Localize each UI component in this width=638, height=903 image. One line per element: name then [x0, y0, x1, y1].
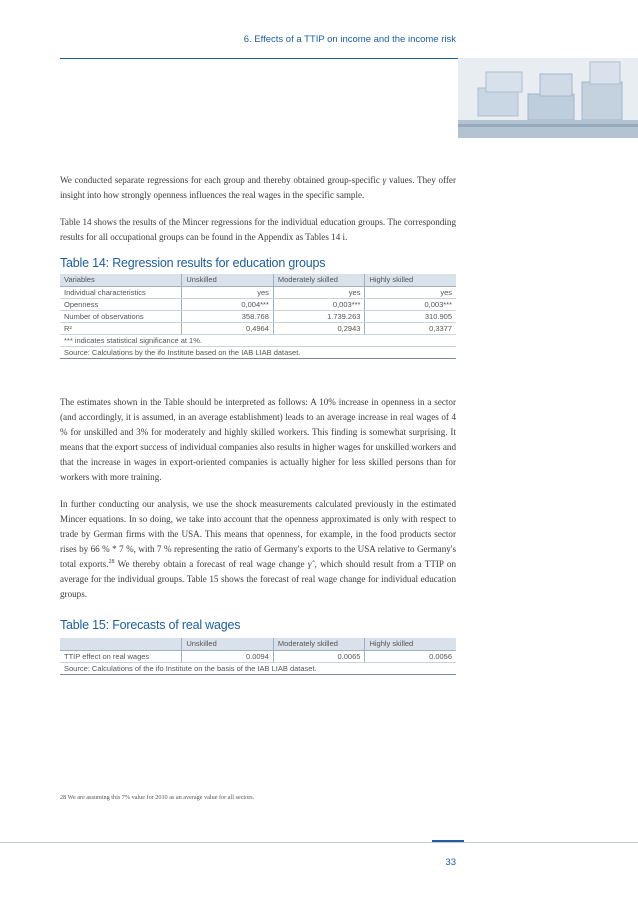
table-15-title: Table 15: Forecasts of real wages	[60, 618, 241, 632]
table-15-source: Source: Calculations of the ifo Institute on the basis of the IAB LIAB dataset.	[60, 663, 456, 675]
table-cell: Individual characteristics	[64, 288, 146, 297]
table-14-header-variables: Variables	[64, 275, 95, 284]
header-rule	[60, 58, 458, 59]
table-cell: 0,004***	[181, 299, 273, 310]
footnote-ref-28: 28	[108, 558, 115, 565]
table-cell: 0,2943	[273, 323, 365, 334]
table-cell: 0.0056	[364, 651, 456, 662]
paragraph-2: Table 14 shows the results of the Mincer regressions for the individual education groups. The corresponding results for all occupational groups can be found in the Appendix as Tables 14 i.	[60, 217, 456, 242]
gamma-symbol: γ	[382, 175, 387, 185]
paragraph-1	[60, 173, 456, 203]
table-row	[60, 651, 456, 663]
paragraph-1-text-a: We conducted separate regressions for each group and thereby obtained group-specific	[60, 175, 383, 185]
table-cell: R²	[64, 324, 72, 333]
footer-accent	[432, 840, 464, 842]
table-row	[60, 299, 456, 311]
table-cell: TTIP effect on real wages	[64, 652, 150, 661]
paragraph-4-text-c: , which should result from a TTIP on average for the individual groups. Table 15 shows the forecast of real wage change for individual education groups.	[60, 559, 456, 599]
footer-rule	[0, 842, 638, 843]
table-15-header-highly: Highly skilled	[364, 638, 456, 650]
table-15-header-row	[60, 638, 456, 651]
table-cell: 1.739.263	[273, 311, 365, 322]
paragraph-4	[60, 497, 456, 602]
paragraph-4-text-b: We thereby obtain a forecast of real wage change	[114, 559, 308, 569]
table-15	[60, 638, 456, 675]
paragraph-4-text-a: In further conducting our analysis, we use the shock measurements calculated previously in the estimated Mincer equations. In so doing, we take into account that the openness approximated is only with respect to trade by German firms with the USA. This means that openness, for example, in the food products sector rises by 66 % * 7 %, with 7 % representing the ratio of Germany's exports to the USA relative to Germany's total exports.	[60, 499, 456, 569]
table-14-header-moderately: Moderately skilled	[273, 274, 365, 286]
table-cell: 0,003***	[364, 299, 456, 310]
table-cell: 0,4964	[181, 323, 273, 334]
table-14-header-highly: Highly skilled	[364, 274, 456, 286]
table-cell: yes	[181, 287, 273, 298]
table-14-header-row	[60, 274, 456, 287]
header-image	[458, 58, 638, 138]
paragraph-1-text-b: values. They offer insight into how strongly openness influences the real wages in the specific sample.	[60, 175, 456, 200]
table-row	[60, 323, 456, 335]
table-cell: 358.768	[181, 311, 273, 322]
table-14-source: Source: Calculations by the ifo Institute based on the IAB LIAB dataset.	[60, 347, 456, 359]
table-14-note: *** indicates statistical significance at 1%.	[60, 335, 456, 347]
table-14-title: Table 14: Regression results for education groups	[60, 256, 326, 270]
footnote-28: 28 We are assuming this 7% value for 2010 as an average value for all sectors.	[60, 794, 255, 801]
gamma-hat-symbol: γ̂	[307, 559, 312, 569]
table-cell: 0,3377	[364, 323, 456, 334]
table-cell: 0.0065	[273, 651, 365, 662]
table-cell: Openness	[64, 300, 99, 309]
page-number: 33	[445, 857, 456, 868]
table-cell: yes	[364, 287, 456, 298]
table-row	[60, 311, 456, 323]
table-cell: yes	[273, 287, 365, 298]
table-cell: 0.0094	[181, 651, 273, 662]
table-cell: 310.905	[364, 311, 456, 322]
table-15-header-unskilled: Unskilled	[181, 638, 273, 650]
table-14-header-unskilled: Unskilled	[181, 274, 273, 286]
table-14	[60, 274, 456, 359]
table-cell: 0,003***	[273, 299, 365, 310]
table-15-header-empty	[60, 638, 181, 650]
table-15-header-moderately: Moderately skilled	[273, 638, 365, 650]
header-title: 6. Effects of a TTIP on income and the income risk	[243, 34, 456, 45]
paragraph-3: The estimates shown in the Table should be interpreted as follows: A 10% increase in openness in a sector (and accordingly, it is assumed, in an average establishment) leads to an average increase in real wages of 4 % for unskilled and 3% for moderately and highly skilled workers. This finding is somewhat surprising. It means that the export success of individual companies also results in higher wages for unskilled workers and that the increase in wages in export-oriented companies is actually higher for less skilled persons than for workers with more training.	[60, 397, 456, 482]
table-cell: Number of observations	[64, 312, 144, 321]
table-row	[60, 287, 456, 299]
